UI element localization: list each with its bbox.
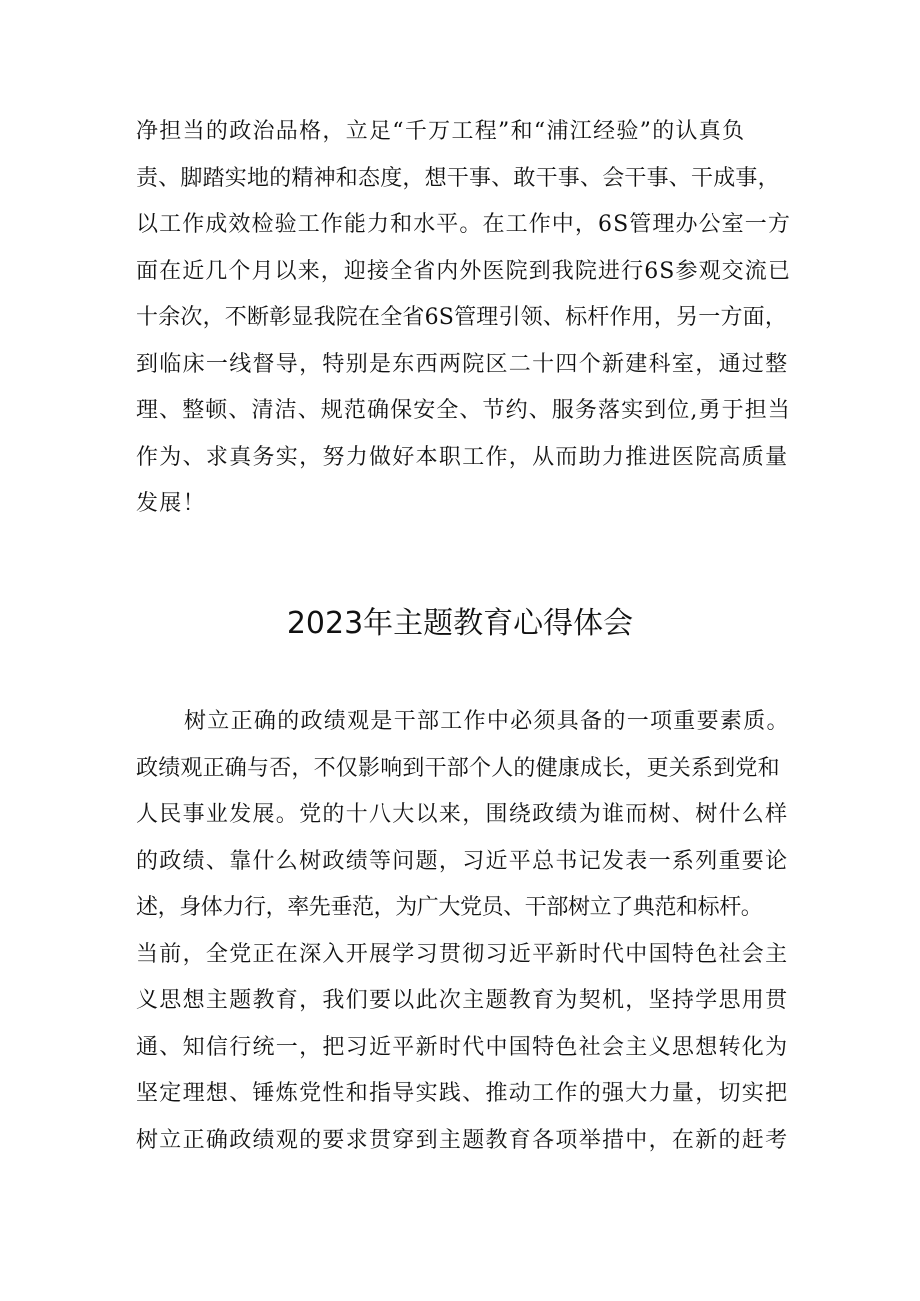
text-line: 坚定理想、锤炼党性和指导实践、推动工作的强大力量，切实把 (136, 1081, 789, 1106)
text-line: 的政绩、靠什么树政绩等问题，习近平总书记发表一系列重要论 (136, 848, 789, 874)
text-line: 以工作成效检验工作能力和水平。在工作中，6S管理办公室一方 (136, 212, 791, 237)
section-title: 2023年主题教育心得体会 (286, 606, 634, 641)
text-line: 到临床一线督导，特别是东西两院区二十四个新建科室，通过整 (136, 351, 789, 377)
text-line: 树立正确的政绩观是干部工作中必须具备的一项重要素质。 (184, 709, 790, 734)
text-line: 十余次，不断彰显我院在全省6S管理引领、标杆作用，另一方面， (136, 305, 788, 330)
text-line: 人民事业发展。党的十八大以来，围绕政绩为谁而树、树什么样 (136, 802, 789, 827)
text-line: 义思想主题教育，我们要以此次主题教育为契机，坚持学思用贯 (136, 988, 789, 1013)
text-line: 净担当的政治品格，立足“千万工程”和“浦江经验”的认真负 (136, 119, 746, 144)
text-line: 作为、求真务实，努力做好本职工作，从而助力推进医院高质量 (136, 444, 789, 470)
text-line: 树立正确政绩观的要求贯穿到主题教育各项举措中，在新的赶考 (136, 1127, 789, 1153)
text-line: 述，身体力行，率先垂范，为广大党员、干部树立了典范和标杆。 (136, 895, 763, 920)
paragraph-top (136, 109, 796, 528)
text-line: 责、脚踏实地的精神和态度，想干事、敢干事、会干事、干成事， (136, 165, 780, 191)
text-line: 发展！ (136, 491, 206, 516)
text-line: 理、整顿、清洁、规范确保安全、节约、服务落实到位,勇于担当 (136, 398, 791, 423)
text-line: 通、知信行统一，把习近平新时代中国特色社会主义思想转化为 (136, 1034, 789, 1060)
paragraph-bottom (136, 699, 796, 1164)
text-line: 政绩观正确与否，不仅影响到干部个人的健康成长，更关系到党和 (136, 755, 780, 781)
text-line: 当前，全党正在深入开展学习贯彻习近平新时代中国特色社会主 (136, 941, 789, 967)
text-line: 面在近几个月以来，迎接全省内外医院到我院进行6S参观交流已 (136, 258, 791, 284)
